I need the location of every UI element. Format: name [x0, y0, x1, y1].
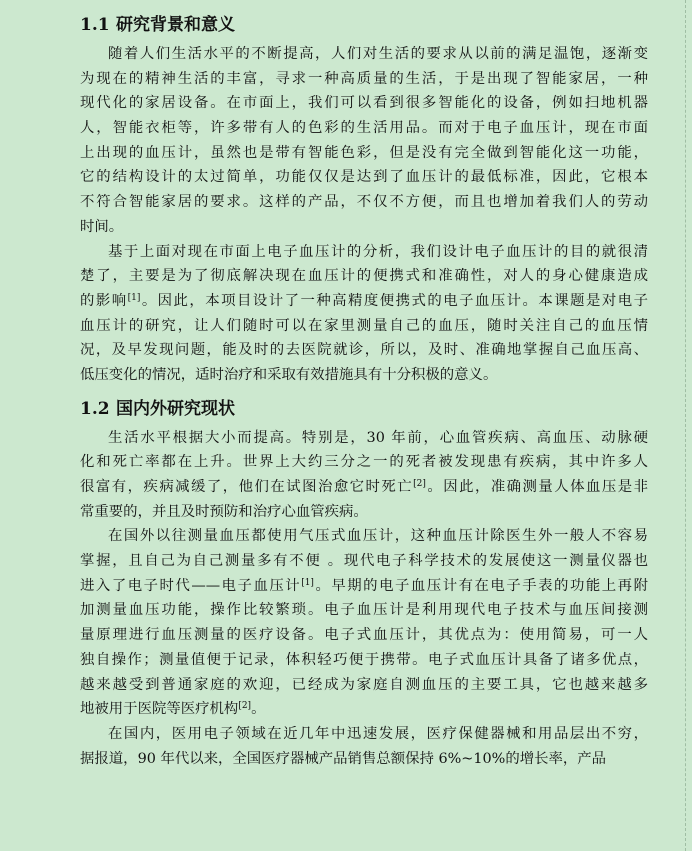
page-edge-guide [685, 0, 686, 851]
text-line: 加测量血压功能，操作比较繁琐。电子血压计是利用现代电子技术与血压间接测 [80, 602, 648, 619]
section-number: 1.2 [80, 398, 110, 419]
text-line: 楚了，主要是为了彻底解决现在血压计的便携式和准确性，对人的身心健康造成 [80, 268, 648, 285]
section-heading [80, 8, 648, 42]
text-line: 不符合智能家居的要求。这样的产品，不仅不方便，而且也增加着我们人的劳动 [80, 194, 648, 211]
text-line [80, 289, 648, 314]
section-heading [80, 392, 648, 426]
text-line: 生活水平根据大小而提高。特别是，30 年前，心血管疾病、高血压、动脉硬 [108, 429, 648, 446]
text-line: 在国内，医用电子领域在近几年中迅速发展，医疗保健器械和用品层出不穷， [108, 725, 648, 742]
text-segment: 。 [251, 701, 266, 718]
text-line: 据报道，90 年代以来，全国医疗器械产品销售总额保持 6%~10%的增长率，产品 [80, 750, 607, 767]
text-segment: 。因此，准确测量人体血压是非 [425, 479, 648, 495]
text-line: 它的结构设计的太过简单，功能仅仅是达到了血压计的最低标准，因此，它根本 [80, 169, 648, 186]
text-segment: 。因此，本项目设计了一种高精度便携式的电子血压计。本课题是对电子 [140, 292, 648, 309]
paragraph [80, 426, 648, 525]
text-line: 越来越受到普通家庭的欢迎，已经成为家庭自测血压的主要工具，它也越来越多 [80, 676, 648, 693]
text-segment: 的影响 [80, 292, 128, 309]
section-title: 国内外研究现状 [116, 398, 235, 419]
text-line: 上出现的血压计，虽然也是带有智能色彩，但是没有完全做到智能化这一功能， [80, 144, 648, 161]
text-line [80, 697, 648, 722]
text-line: 血压计的研究，让人们随时可以在家里测量自己的血压，随时关注自己的血压情 [80, 317, 648, 334]
text-line [80, 475, 648, 500]
text-line: 常重要的，并且及时预防和治疗心血管疾病。 [80, 503, 368, 520]
paragraph [80, 240, 648, 388]
citation-ref: [1] [301, 577, 314, 588]
text-segment: 进入了电子时代——电子血压计 [80, 577, 302, 594]
citation-ref: [2] [413, 479, 426, 489]
document-body [80, 8, 648, 771]
paragraph [80, 42, 648, 240]
paragraph [80, 722, 648, 771]
text-line: 时间。 [80, 218, 124, 235]
text-line: 低压变化的情况，适时治疗和采取有效措施具有十分积极的意义。 [80, 366, 498, 383]
text-line: 基于上面对现在市面上电子血压计的分析，我们设计电子血压计的目的就很清 [108, 243, 648, 260]
text-line: 在国外以往测量血压都使用气压式血压计，这种血压计除医生外一般人不容易 [108, 528, 648, 545]
text-line: 掌握，且自己为自己测量多有不便 。现代电子科学技术的发展使这一测量仪器也 [80, 553, 648, 570]
text-segment: 很富有，疾病减缓了，他们在试图治愈它时死亡 [80, 479, 414, 495]
text-segment: 地被用于医院等医疗机构 [80, 701, 239, 718]
text-line [80, 574, 648, 599]
text-line: 现代化的家居设备。在市面上，我们可以看到很多智能化的设备，例如扫地机器 [80, 95, 648, 112]
text-line: 况，及早发现问题，能及时的去医院就诊，所以，及时、准确地掌握自己血压高、 [80, 342, 648, 359]
text-line: 独自操作；测量值便于记录，体积轻巧便于携带。电子式血压计具备了诸多优点， [80, 651, 648, 668]
text-line: 人，智能衣柜等，许多带有人的色彩的生活用品。而对于电子血压计，现在市面 [80, 120, 648, 137]
section-title: 研究背景和意义 [116, 15, 235, 35]
text-segment: 。早期的电子血压计有在电子手表的功能上再附 [313, 577, 648, 594]
text-line: 化和死亡率都在上升。世界上大约三分之一的死者被发现患有疾病，其中许多人 [80, 454, 648, 471]
paragraph [80, 524, 648, 722]
citation-ref: [2] [238, 701, 252, 712]
text-line: 为现在的精神生活的丰富，寻求一种高质量的生活，于是出现了智能家居，一种 [80, 70, 648, 87]
citation-ref: [1] [127, 292, 141, 303]
text-line: 随着人们生活水平的不断提高，人们对生活的要求从以前的满足温饱，逐渐变 [108, 46, 648, 62]
section-number: 1.1 [80, 15, 110, 35]
text-line: 量原理进行血压测量的医疗设备。电子式血压计，其优点为：使用简易，可一人 [80, 627, 648, 644]
